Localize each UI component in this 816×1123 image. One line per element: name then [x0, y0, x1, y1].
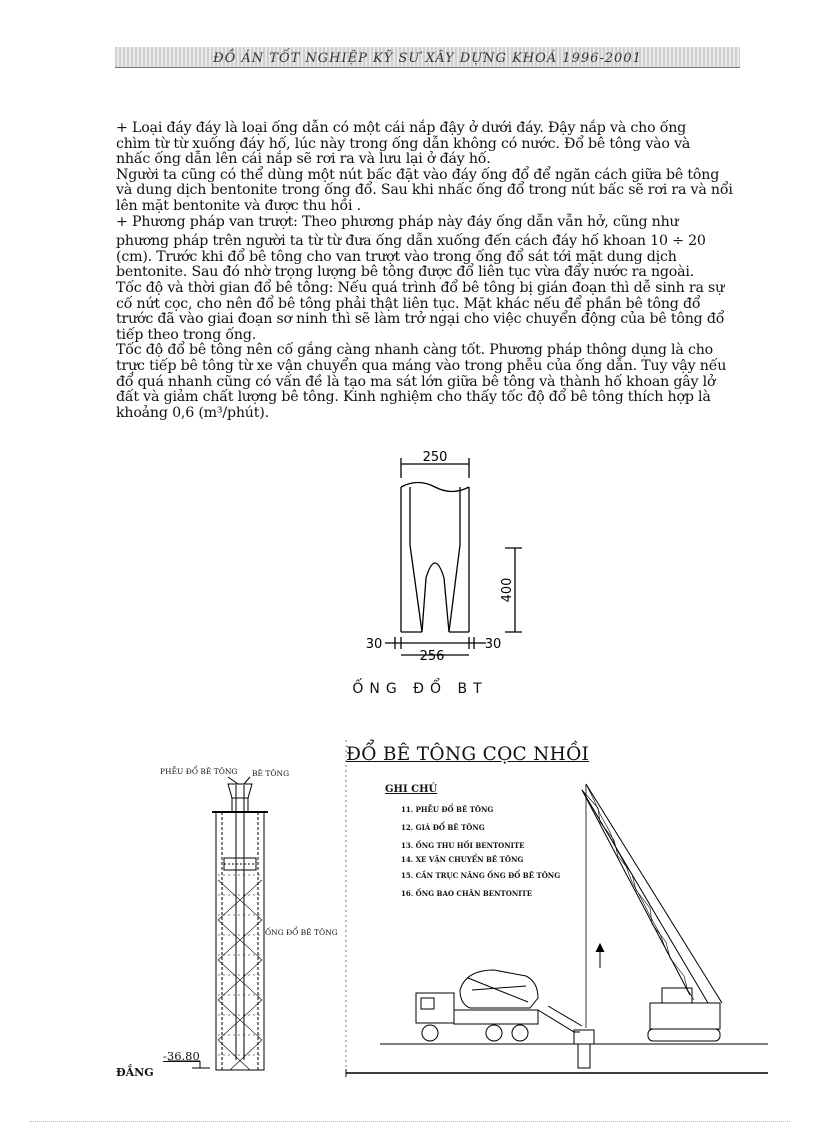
depth-label: -36.80 [163, 1049, 200, 1063]
header-text: ĐỒ ÁN TỐT NGHIỆP KỸ SƯ XÂY DỰNG KHOÁ 1996-2001 [213, 51, 642, 66]
body-line: + Phương pháp van trượt: Theo phương pháp này đáy ống dẫn vẫn hở, cũng như [116, 213, 679, 230]
body-line: lên mặt bentonite và được thu hồi . [116, 197, 361, 214]
label-concrete: BÊ TÔNG [252, 769, 290, 778]
note-item: 12. GIÁ ĐỔ BÊ TÔNG [401, 823, 485, 832]
footer-word: ĐẮNG [116, 1066, 154, 1079]
body-line: (cm). Trước khi đổ bê tông cho van trượt vào trong ống đổ sát tới mặt dung dịch [116, 248, 677, 265]
body-line: khoảng 0,6 (m³/phút). [116, 404, 269, 421]
body-line: trực tiếp bê tông từ xe vận chuyển qua máng vào trong phễu của ống dẫn. Tuy vậy nếu [116, 357, 727, 374]
body-line: + Loại đáy đáy là loại ống dẫn có một cái nắp đậy ở dưới đáy. Đậy nắp và cho ống [116, 120, 687, 136]
dim-right: 30 [484, 637, 502, 652]
pipe-caption: ỐNG ĐỔ BT [352, 681, 488, 697]
body-line: tiếp theo trong ống. [116, 326, 257, 343]
note-item: 11. PHỄU ĐỔ BÊ TÔNG [401, 805, 494, 814]
note-item: 13. ỐNG THU HỒI BENTONITE [401, 841, 525, 850]
body-line: nhấc ống dẫn lên cái nắp sẽ rơi ra và lưu lại ở đáy hố. [116, 151, 491, 168]
dim-side: 400 [500, 577, 515, 603]
label-funnel: PHỄU ĐỔ BÊ TÔNG [160, 767, 238, 776]
body-line: và dung dịch bentonite trong ống đổ. Sau khi nhấc ống đổ trong nút bấc sẽ rơi ra và nổi [116, 182, 733, 199]
pile-title: ĐỔ BÊ TÔNG CỌC NHỒI [346, 744, 590, 765]
body-line: đổ quá nhanh cũng có vấn đề là tạo ma sát lớn giữa bê tông và thành hố khoan gây lở [116, 373, 716, 390]
body-line: phương pháp trên người ta từ từ đưa ống dẫn xuống đến cách đáy hố khoan 10 ÷ 20 [116, 233, 706, 250]
notes-title: GHI CHÚ [385, 784, 438, 795]
label-pipe: ỐNG ĐỔ BÊ TÔNG [265, 928, 338, 937]
body-line: bentonite. Sau đó nhờ trọng lượng bê tông được đổ liên tục vừa đẩy nước ra ngoài. [116, 264, 695, 281]
body-line: trước đã vào giai đoạn sơ ninh thì sẽ làm trở ngại cho việc chuyển động của bê tông đổ [116, 311, 725, 328]
dim-top: 250 [422, 450, 448, 465]
body-line: Người ta cũng có thể dùng một nút bấc đặt vào đáy ống đổ để ngăn cách giữa bê tông [116, 166, 720, 183]
note-item: 15. CẦN TRỤC NÂNG ỐNG ĐỔ BÊ TÔNG [401, 871, 561, 880]
note-item: 16. ỐNG BAO CHÂN BENTONITE [401, 889, 533, 898]
body-line: cố nứt cọc, cho nên đổ bê tông phải thật liên tục. Mặt khác nếu để phần bê tông đổ [116, 295, 701, 312]
body-line: Tốc độ đổ bê tông nên cố gắng càng nhanh càng tốt. Phương pháp thông dụng là cho [116, 342, 713, 359]
body-line: đất và giảm chất lượng bê tông. Kinh nghiệm cho thấy tốc độ đổ bê tông thích hợp là [116, 389, 711, 406]
body-line: Tốc độ và thời gian đổ bê tông: Nếu quá trình đổ bê tông bị gián đoạn thì dễ sinh ra sự [116, 279, 725, 296]
dim-bottom: 256 [419, 649, 445, 664]
page-bottom-rule [30, 1121, 790, 1122]
dim-left: 30 [365, 637, 383, 652]
note-item: 14. XE VẬN CHUYỂN BÊ TÔNG [401, 855, 524, 864]
body-line: chìm từ từ xuống đáy hố, lúc này trong ống dẫn không có nước. Đổ bê tông vào và [116, 135, 691, 152]
